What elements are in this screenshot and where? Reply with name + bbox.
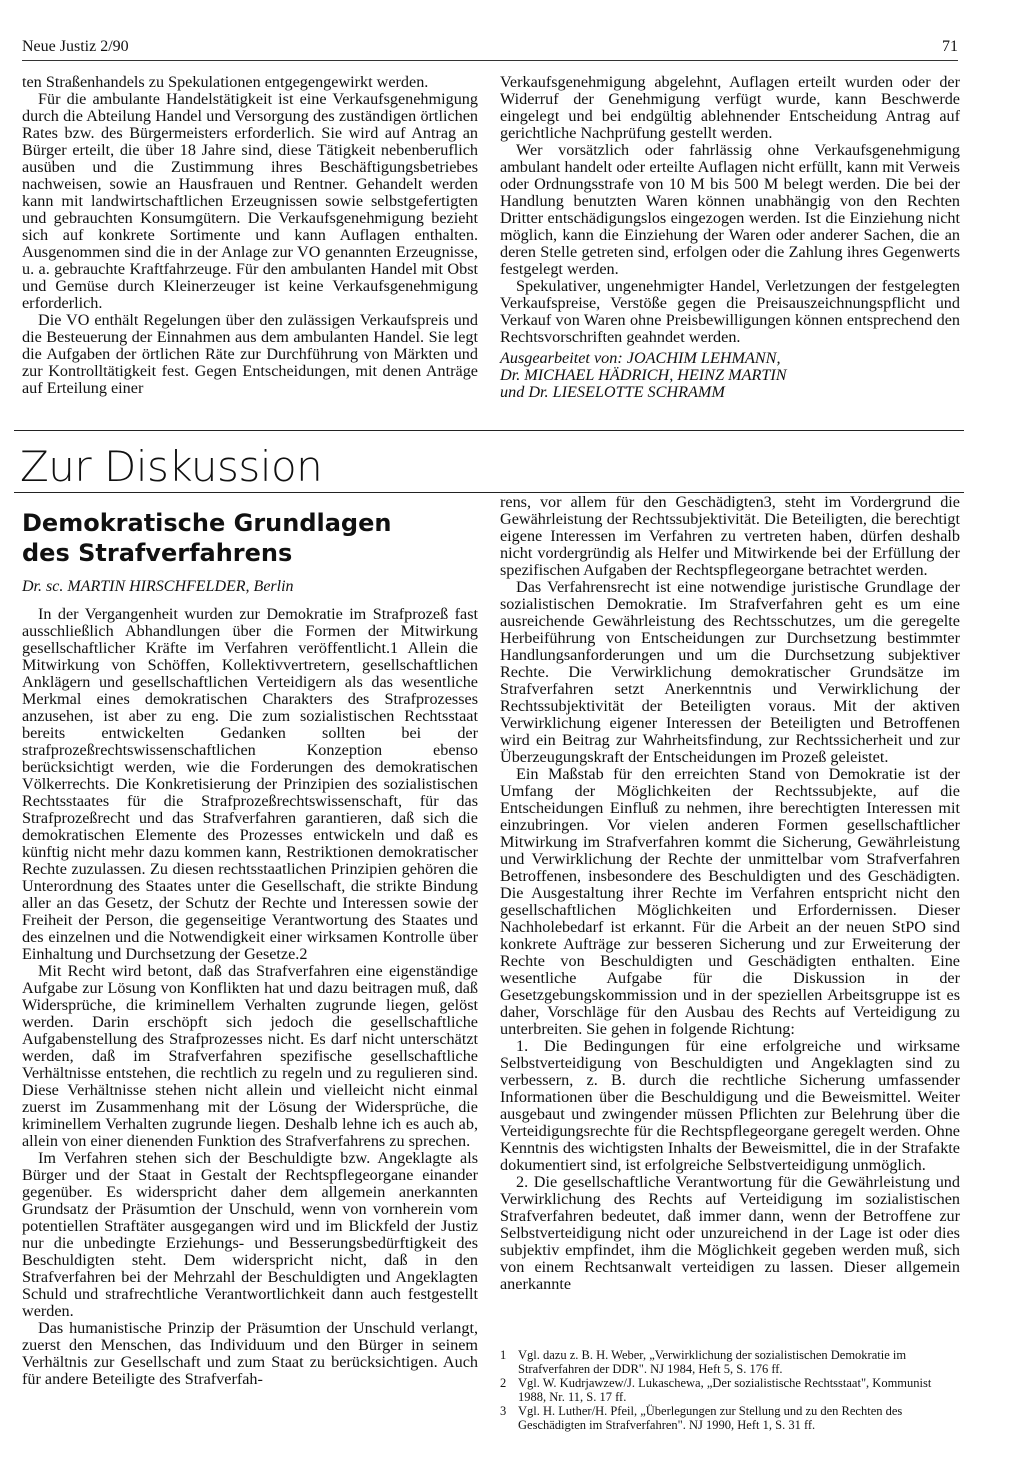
header-rule <box>22 60 958 61</box>
paragraph: Wer vorsätzlich oder fahrlässig ohne Verkaufsgenehmigung ambulant handelt oder erteilte Auflagen nicht erfüllt, kann mit Verweis oder Ordnungsstrafe von 10 M bis 500 M belegt werden. Die bei der Handlung benutzten Waren können unabhängig von den Rechten Dritter entschädigungslos eingezogen werden. Ist die Einziehung nicht möglich, kann die Einziehung der Waren oder anderer Sachen, die an deren Stelle getreten sind, erfolgen oder die Zahlung ihres Gegenwerts festgelegt werden. <box>500 141 960 278</box>
paragraph: ten Straßenhandels zu Spekulationen entgegengewirkt werden. <box>22 73 429 91</box>
page-number: 71 <box>942 38 958 55</box>
paragraph: rens, vor allem für den Geschädigten3, steht im Vordergrund die Gewährleistung der Rechtssubjektivität. Die Beteiligten, die berechtigt eigene Interessen im Verfahren zu vertreten haben, dürfen deshalb nicht vordergründig als Helfer und Mitwirkende bei der Erfüllung der spezifischen Aufgaben der Rechtspflegeorgane betrachtet werden. <box>500 493 960 579</box>
footnote-number: 3 <box>500 1404 507 1418</box>
top-right-column <box>500 74 960 401</box>
byline-line: und Dr. LIESELOTTE SCHRAMM <box>500 383 725 401</box>
footnote <box>500 1348 960 1376</box>
paragraph: Ein Maßstab für den erreichten Stand von Demokratie ist der Umfang der Möglichkeiten der Rechtssubjekte, auf die Entscheidungen Einfluß zu nehmen, ihre berechtigten Interessen mit einzubringen. Vor vielen anderen Formen gesellschaftlicher Mitwirkung im Strafverfahren kommt die Sicherung, Gewährleistung und Verwirklichung der Rechte der unmittelbar vom Strafverfahren Betroffenen, insbesondere des Beschuldigten und des Geschädigten. Die Ausgestaltung ihrer Rechte im Verfahren entspricht nicht den gesellschaftlichen Möglichkeiten und Erfordernissen. Dieser Nachholebedarf ist erkannt. Für die Arbeit an der neuen StPO sind konkrete Aufträge zur besseren Sicherung und zur Erweiterung der Rechte von Beschuldigten und Geschädigten enthalten. Eine wesentliche Aufgabe für die Diskussion in der Gesetzgebungskommission und in der speziellen Arbeitsgruppe ist es daher, Vorschläge für den Ausbau des Rechts auf Verteidigung zu unterbreiten. Sie gehen in folgende Richtung: <box>500 765 960 1038</box>
byline-line: Ausgearbeitet von: JOACHIM LEHMANN, <box>500 349 781 367</box>
paragraph: Spekulativer, ungenehmigter Handel, Verletzungen der festgelegten Verkaufspreise, Verstöße gegen die Preisauszeichnungspflicht und Verkauf von Waren ohne Preisbewilligungen können entsprechend den Rechtsvorschriften geahndet werden. <box>500 277 960 346</box>
top-left-column <box>22 74 478 397</box>
paragraph: Das Verfahrensrecht ist eine notwendige juristische Grundlage der sozialistischen Demokratie. Im Strafverfahren geht es um eine ausreichende Gewährleistung des Rechtsschutzes, um die geregelte Herbeiführung von Entscheidungen zur Durchsetzung bestimmter Handlungsanforderungen und um die Durchsetzung subjektiver Rechte. Die Verwirklichung demokratischer Grundsätze im Strafverfahren setzt Anerkenntnis und Verwirklichung der Rechtssubjektivität der Beteiligten voraus. Mit der aktiven Verwirklichung eigener Interessen der Beteiligten und Betroffenen wird ein Beitrag zur Wahrheitsfindung, zur Rechtssicherheit und zur Überzeugungskraft der Entscheidungen im Prozeß geleistet. <box>500 578 960 766</box>
paragraph: Mit Recht wird betont, daß das Strafverfahren eine eigenständige Aufgabe zur Lösung von Konflikten hat und dazu beitragen muß, daß Widersprüche, die kriminellem Verhalten zugrunde liegen, gelöst werden. Darin erschöpft sich jedoch die gesellschaftliche Aufgabenstellung des Strafprozesses nicht. Es darf nicht unterschätzt werden, daß im Strafverfahren spezifische gesellschaftliche Verhältnisse entstehen, die rechtlich zu regeln und zu regulieren sind. Diese Verhältnisse stehen nicht allein und vielleicht nicht einmal zuerst im Zusammenhang mit der Lösung der Widersprüche, die kriminellem Verhalten zugrunde liegen. Deshalb lehne ich es auch ab, allein von einer dienenden Funktion des Strafverfahrens zu sprechen. <box>22 962 478 1150</box>
paragraph: Verkaufsgenehmigung abgelehnt, Auflagen erteilt wurden oder der Widerruf der Genehmigung verfügt wurde, kann Beschwerde eingelegt und bei endgültig ablehnender Entscheidung Antrag auf gerichtliche Nachprüfung gestellt werden. <box>500 73 960 142</box>
article-right-column <box>500 494 960 1293</box>
paragraph: In der Vergangenheit wurden zur Demokratie im Strafprozeß fast ausschließlich Abhandlungen über die Formen der Mitwirkung gesellschaftlicher Kräfte im Verfahren veröffentlicht.1 Allein die Mitwirkung von Schöffen, Kollektivvertretern, gesellschaftlichen Anklägern und gesellschaftlichen Verteidigern als das wesentliche Merkmal eines demokratischen Charakters des Strafprozesses anzusehen, ist aber zu eng. Die zum sozialistischen Rechtsstaat bereits entwickelten Gedanken sollten bei der strafprozeßrechtswissenschaftlichen Konzeption ebenso berücksichtigt werden, wie die Forderungen des demokratischen Völkerrechts. Die Konkretisierung der Prinzipien des sozialistischen Rechtsstaates für die Strafprozeßrechtswissenschaft, für das Strafprozeßrecht und das Strafverfahren garantieren, daß sich die demokratischen Elemente des Prozesses entwickeln und daß es künftig nicht mehr dazu kommen kann, Restriktionen demokratischer Rechte zuzulassen. Zu diesen rechtsstaatlichen Prinzipien gehören die Unterordnung des Staates unter die Gesellschaft, die strikte Bindung aller an das Gesetz, der Schutz der Rechte und Interessen sowie der Freiheit der Person, die gegenseitige Verantwortung des Staates und des einzelnen und die Notwendigkeit einer wirksamen Kontrolle über Einhaltung und Durchsetzung der Gesetze.2 <box>22 605 478 963</box>
article-title <box>22 508 478 568</box>
footnote-text: Vgl. H. Luther/H. Pfeil, „Überlegungen zur Stellung und zu den Rechten des Geschädigten im Strafverfahren". NJ 1990, Heft 1, S. 31 ff. <box>518 1404 903 1432</box>
paragraph: Für die ambulante Handelstätigkeit ist eine Verkaufsgenehmigung durch die Abteilung Handel und Versorgung des zuständigen örtlichen Rates bzw. des Bürgermeisters erforderlich. Sie wird auf Antrag an Bürger erteilt, die über 18 Jahre sind, diese Tätigkeit nebenberuflich ausüben und die Zustimmung ihres Beschäftigungsbetriebes nachweisen, sowie an Hausfrauen und Rentner. Gehandelt werden kann mit landwirtschaftlichen Erzeugnissen sowie selbstgefertigten und gebrauchten Konsumgütern. Die Verkaufsgenehmigung bezieht sich auf konkrete Sortimente und kann Auflagen enthalten. Ausgenommen sind die in der Anlage zur VO genannten Erzeugnisse, u. a. gebrauchte Kraftfahrzeuge. Für den ambulanten Handel mit Obst und Gemüse durch Kleinerzeuger ist keine Verkaufsgenehmigung erforderlich. <box>22 90 478 312</box>
section-top-rule <box>14 430 964 431</box>
paragraph: Das humanistische Prinzip der Präsumtion der Unschuld verlangt, zuerst den Menschen, das Individuum und den Bürger in seinem Verhältnis zur Gesellschaft und zum Staat zu berücksichtigen. Auch für andere Beteiligte des Strafverfah- <box>22 1319 478 1388</box>
paragraph: 2. Die gesellschaftliche Verantwortung für die Gewährleistung und Verwirklichung des Rechts auf Verteidigung im sozialistischen Strafverfahren bedeutet, daß immer dann, wenn der Betroffene zur Selbstverteidigung nicht oder unzureichend in der Lage ist oder dies subjektiv empfindet, ihm die Möglichkeit gegeben werden muß, sich von einem Rechtsanwalt verteidigen zu lassen. Dieser allgemein anerkannte <box>500 1173 960 1293</box>
article-title-line: Demokratische Grundlagen <box>22 509 392 537</box>
paragraph: Im Verfahren stehen sich der Beschuldigte bzw. Angeklagte als Bürger und der Staat in Gestalt der Rechtspflegeorgane einander gegenüber. Es widerspricht daher dem allgemein anerkannten Grundsatz der Präsumtion der Unschuld, wenn von vornherein vom potentiellen Straftäter ausgegangen wird und im Blickfeld der Justiz nur die unbedingte Erziehungs- und Besserungsbedürftigkeit des Beschuldigten steht. Dem widerspricht nicht, daß in den Strafverfahren bei der Mehrzahl der Beschuldigten und Angeklagten Schuld und strafrechtliche Verantwortlichkeit dann auch festgestellt werden. <box>22 1149 478 1320</box>
journal-header: Neue Justiz 2/90 <box>22 38 129 55</box>
paragraph: Die VO enthält Regelungen über den zulässigen Verkaufspreis und die Besteuerung der Einnahmen aus dem ambulanten Handel. Sie legt die Aufgaben der örtlichen Räte zur Durchführung von Märkten und zur Kontrolltätigkeit fest. Gegen Entscheidungen, mit denen Anträge auf Erteilung einer <box>22 311 478 397</box>
paragraph: 1. Die Bedingungen für eine erfolgreiche und wirksame Selbstverteidigung von Beschuldigten und Angeklagten sind zu verbessern, z. B. durch die rechtliche Sicherung umfassender Informationen über die Beschuldigung und die Beweismittel. Weiter ausgebaut und zwingender müssen Pflichten zur Belehrung über die Verteidigungsrechte für die Rechtspflegeorgane geregelt werden. Ohne Kenntnis des wichtigsten Inhalts der Beweismittel, die in der Strafakte dokumentiert sind, ist erfolgreiche Selbstverteidigung unmöglich. <box>500 1037 960 1174</box>
section-title: Zur Diskussion <box>20 442 323 491</box>
article-left-column <box>22 606 478 1388</box>
byline-line: Dr. MICHAEL HÄDRICH, HEINZ MARTIN <box>500 366 787 384</box>
footnote <box>500 1376 960 1404</box>
footnote-text: Vgl. W. Kudrjawzew/J. Lukaschewa, „Der sozialistische Rechtsstaat", Kommunist 1988, Nr. 11, S. 17 ff. <box>518 1376 932 1404</box>
footnote-number: 2 <box>500 1376 507 1390</box>
article-title-line: des Strafverfahrens <box>22 539 293 567</box>
article-author: Dr. sc. MARTIN HIRSCHFELDER, Berlin <box>22 578 294 595</box>
byline <box>500 350 960 401</box>
footnote-number: 1 <box>500 1348 507 1362</box>
footnote <box>500 1404 960 1432</box>
footnotes <box>500 1348 960 1432</box>
footnote-text: Vgl. dazu z. B. H. Weber, „Verwirklichung der sozialistischen Demokratie im Strafverfahren der DDR". NJ 1984, Heft 5, S. 176 ff. <box>518 1348 907 1376</box>
